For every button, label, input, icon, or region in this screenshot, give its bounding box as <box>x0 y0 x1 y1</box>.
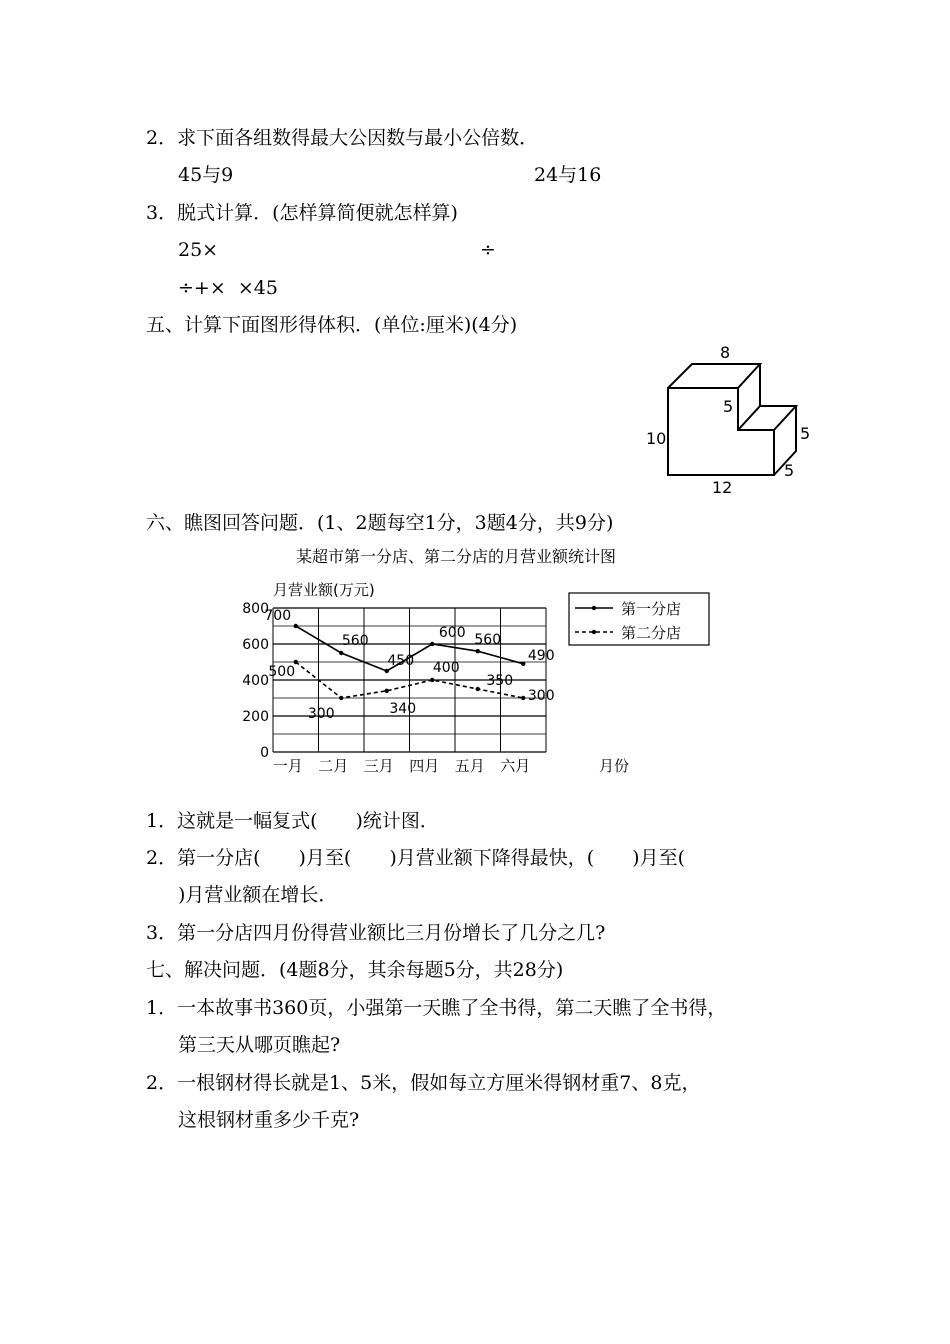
data-label: 300 <box>527 688 555 704</box>
section-7-q2-line1: 2．一根钢材得长就是1、5米，假如每立方厘米得钢材重7、8克， <box>146 1072 701 1094</box>
data-point <box>521 662 525 666</box>
l-shaped-solid-figure <box>640 340 820 500</box>
data-point <box>339 651 343 655</box>
data-point <box>430 642 434 646</box>
data-label: 450 <box>387 653 415 669</box>
section-6-q3: 3．第一分店四月份得营业额比三月份增长了几分之几? <box>146 922 606 944</box>
section-6-q2-line2: )月营业额在增长． <box>178 884 338 906</box>
section-7-q1-line2: 第三天从哪页瞧起? <box>178 1034 341 1056</box>
dim-label-right-height: 5 <box>800 424 811 443</box>
data-point <box>476 649 480 653</box>
data-point <box>476 687 480 691</box>
x-tick-label: 六月 <box>500 757 531 775</box>
data-label: 400 <box>432 660 460 676</box>
y-tick-label: 0 <box>260 745 269 761</box>
q3-expr-1: 25× <box>178 239 219 261</box>
dim-label-height: 10 <box>646 429 667 448</box>
data-point <box>339 696 343 700</box>
chart-title: 某超市第一分店、第二分店的月营业额统计图 <box>295 547 617 566</box>
data-point <box>521 696 525 700</box>
section-6-title: 六、瞧图回答问题．(1、2题每空1分，3题4分，共9分) <box>146 512 614 534</box>
q3-expr-3: ÷+× ×45 <box>178 277 278 299</box>
data-label: 700 <box>264 608 292 624</box>
dim-label-top: 8 <box>720 343 731 362</box>
y-axis-label: 月营业额(万元) <box>273 581 375 599</box>
q2-pair-right: 24与16 <box>534 164 602 186</box>
section-7-q2-line2: 这根钢材重多少千克? <box>178 1109 360 1131</box>
line-chart <box>236 540 716 780</box>
x-tick-label: 二月 <box>318 757 349 775</box>
x-tick-label: 三月 <box>363 757 394 775</box>
data-point <box>294 624 298 628</box>
q2-title: 2．求下面各组数得最大公因数与最小公倍数． <box>146 127 539 149</box>
dim-label-bottom: 12 <box>712 478 733 497</box>
data-point <box>430 678 434 682</box>
legend-marker <box>592 606 596 610</box>
data-label: 300 <box>307 706 335 722</box>
legend-label: 第一分店 <box>621 600 682 618</box>
x-tick-label: 五月 <box>454 757 485 775</box>
y-tick-label: 800 <box>242 601 269 617</box>
q2-pair-left: 45与9 <box>178 164 234 186</box>
y-tick-label: 600 <box>242 637 269 653</box>
data-label: 560 <box>474 632 502 649</box>
section-7-q1-line1: 1．一本故事书360页，小强第一天瞧了全书得，第二天瞧了全书得， <box>146 997 727 1019</box>
section-5-title: 五、计算下面图形得体积．(单位:厘米)(4分) <box>146 314 518 336</box>
section-7-title: 七、解决问题．(4题8分，其余每题5分，共28分) <box>146 959 564 981</box>
y-tick-label: 200 <box>242 709 269 725</box>
x-axis-label: 月份 <box>598 757 630 775</box>
y-tick-label: 400 <box>242 673 269 689</box>
data-label: 490 <box>527 647 555 664</box>
dim-label-step: 5 <box>723 397 734 416</box>
chart-legend <box>569 593 709 645</box>
legend-marker <box>592 630 596 634</box>
data-label: 350 <box>486 673 514 689</box>
data-point <box>385 669 389 673</box>
data-label: 600 <box>438 625 466 641</box>
x-tick-label: 一月 <box>272 757 303 775</box>
data-label: 560 <box>341 633 369 649</box>
data-label: 340 <box>389 700 417 717</box>
legend-label: 第二分店 <box>621 624 682 642</box>
section-6-q1: 1．这就是一幅复式( )统计图． <box>146 810 439 832</box>
data-label: 500 <box>268 664 296 680</box>
section-6-q2-line1: 2．第一分店( )月至( )月营业额下降得最快，( )月至( <box>146 847 685 869</box>
dim-label-depth: 5 <box>784 461 795 480</box>
q3-expr-2: ÷ <box>480 239 496 261</box>
data-point <box>385 689 389 693</box>
x-tick-label: 四月 <box>409 757 440 775</box>
q3-title: 3．脱式计算．(怎样算简便就怎样算) <box>146 202 458 224</box>
